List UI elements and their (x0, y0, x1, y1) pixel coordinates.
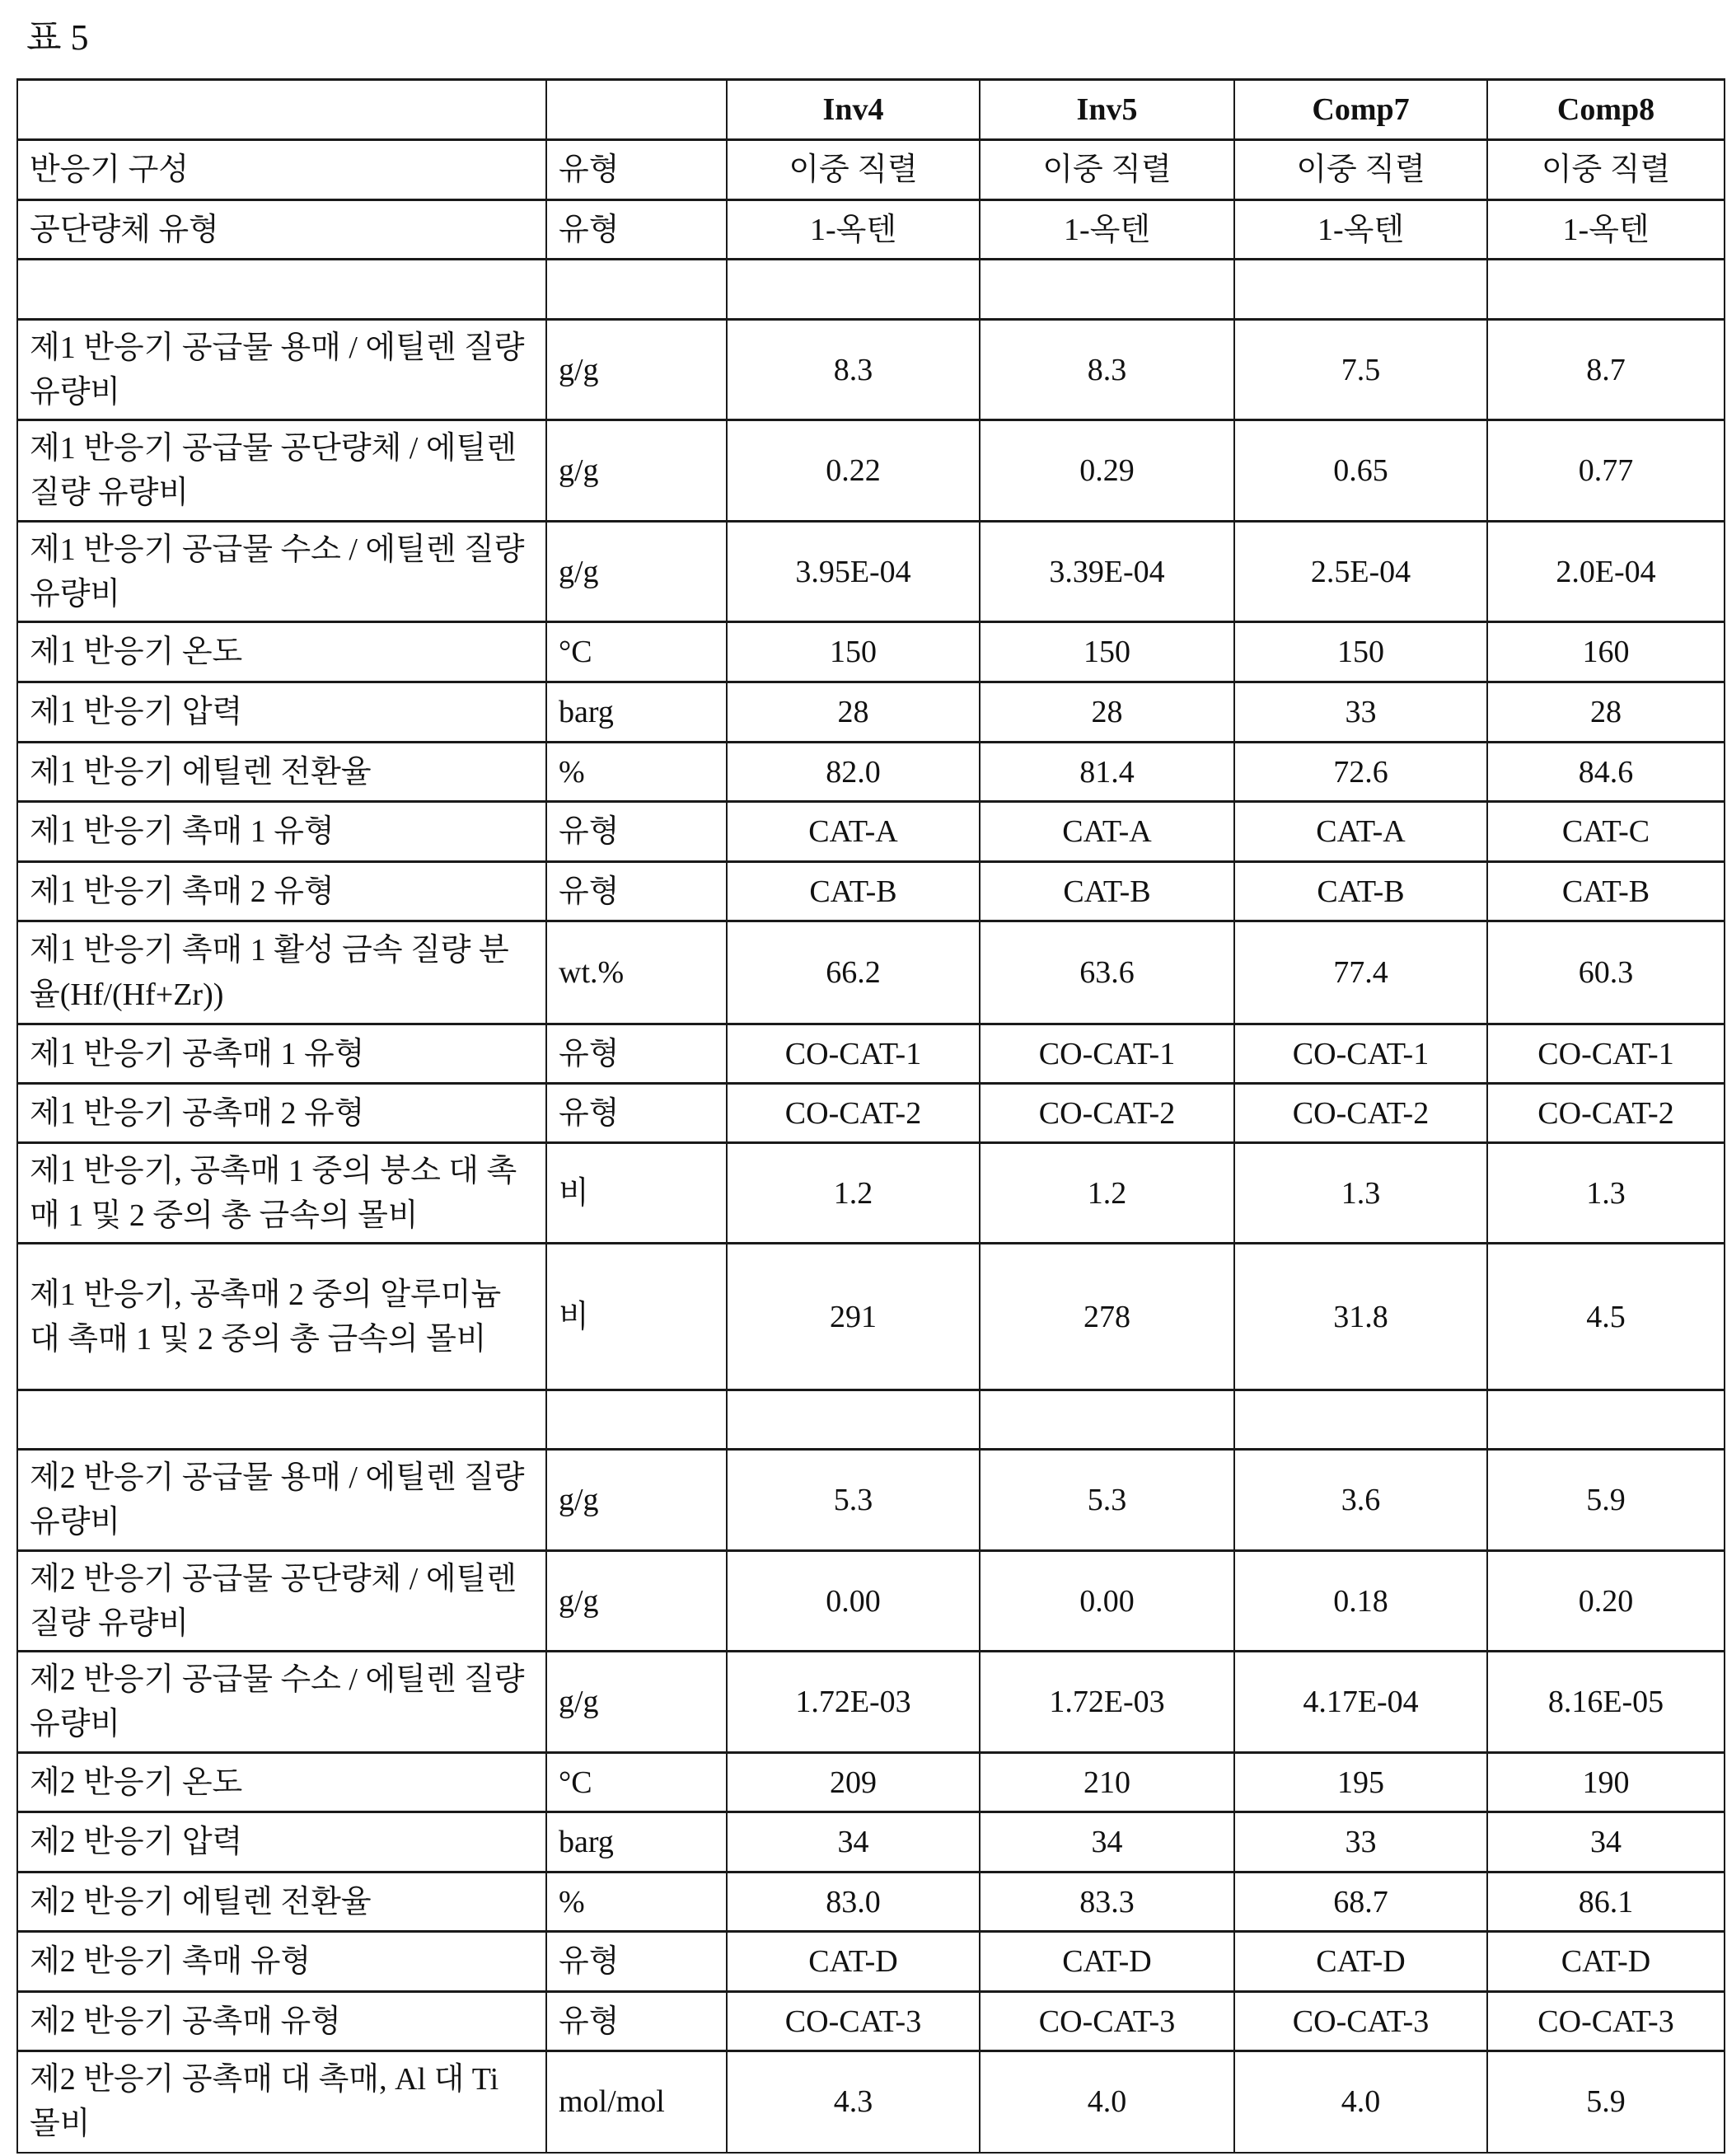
cell-comp8 (1487, 260, 1725, 320)
cell-inv5: CAT-D (980, 1932, 1234, 1992)
cell-comp8: 이중 직렬 (1487, 140, 1725, 200)
row-unit: °C (546, 1753, 727, 1812)
row-unit: 비 (546, 1244, 727, 1390)
header-cell-inv4: Inv4 (727, 80, 980, 140)
cell-inv5: 83.3 (980, 1872, 1234, 1932)
cell-inv5: 34 (980, 1812, 1234, 1872)
row-unit: % (546, 743, 727, 802)
cell-comp7: 2.5E-04 (1234, 522, 1487, 622)
header-cell-comp8: Comp8 (1487, 80, 1725, 140)
cell-comp7: CO-CAT-2 (1234, 1084, 1487, 1143)
cell-inv4: 83.0 (727, 1872, 980, 1932)
cell-inv4: 1.72E-03 (727, 1652, 980, 1753)
cell-comp7: 77.4 (1234, 921, 1487, 1024)
table-row (17, 921, 1725, 1024)
cell-comp8: 8.7 (1487, 320, 1725, 420)
row-label: 제2 반응기 공촉매 유형 (17, 1992, 546, 2051)
cell-comp7: 이중 직렬 (1234, 140, 1487, 200)
table-row (17, 743, 1725, 802)
table-row (17, 1753, 1725, 1812)
table-row (17, 1390, 1725, 1450)
cell-inv5: 210 (980, 1753, 1234, 1812)
cell-comp8: 1.3 (1487, 1143, 1725, 1244)
row-unit: 유형 (546, 1992, 727, 2051)
row-unit: 유형 (546, 1932, 727, 1992)
cell-inv5: 1.2 (980, 1143, 1234, 1244)
cell-inv4: 150 (727, 622, 980, 682)
row-unit: g/g (546, 1551, 727, 1652)
table-row (17, 1812, 1725, 1872)
cell-comp7: CO-CAT-1 (1234, 1024, 1487, 1084)
table-row (17, 1872, 1725, 1932)
cell-comp8: 0.20 (1487, 1551, 1725, 1652)
table-row (17, 1143, 1725, 1244)
cell-inv5: 이중 직렬 (980, 140, 1234, 200)
row-unit: g/g (546, 1450, 727, 1551)
table-row (17, 1551, 1725, 1652)
cell-comp7: CO-CAT-3 (1234, 1992, 1487, 2051)
cell-inv4: 4.3 (727, 2051, 980, 2153)
table-row (17, 622, 1725, 682)
table-row (17, 522, 1725, 622)
cell-comp8: 160 (1487, 622, 1725, 682)
cell-comp8: 5.9 (1487, 2051, 1725, 2153)
cell-inv5: CAT-A (980, 802, 1234, 862)
cell-inv4: 이중 직렬 (727, 140, 980, 200)
cell-comp8: CAT-D (1487, 1932, 1725, 1992)
cell-comp8: 2.0E-04 (1487, 522, 1725, 622)
reactor-conditions-table (16, 78, 1725, 2154)
row-unit: 유형 (546, 862, 727, 921)
row-label: 반응기 구성 (17, 140, 546, 200)
cell-comp7: 0.18 (1234, 1551, 1487, 1652)
cell-inv5 (980, 260, 1234, 320)
row-label: 제1 반응기 촉매 1 활성 금속 질량 분율(Hf/(Hf+Zr)) (17, 921, 546, 1024)
cell-inv5 (980, 1390, 1234, 1450)
table-row (17, 1084, 1725, 1143)
cell-inv5: 3.39E-04 (980, 522, 1234, 622)
row-unit: wt.% (546, 921, 727, 1024)
row-label: 제1 반응기 공촉매 2 유형 (17, 1084, 546, 1143)
table-row (17, 2051, 1725, 2153)
cell-inv4: CAT-D (727, 1932, 980, 1992)
row-label: 제2 반응기 공급물 수소 / 에틸렌 질량 유량비 (17, 1652, 546, 1753)
cell-inv4: 5.3 (727, 1450, 980, 1551)
row-label: 제1 반응기 에틸렌 전환율 (17, 743, 546, 802)
row-unit (546, 260, 727, 320)
cell-comp8: CO-CAT-2 (1487, 1084, 1725, 1143)
cell-inv5: 5.3 (980, 1450, 1234, 1551)
cell-comp8: 4.5 (1487, 1244, 1725, 1390)
cell-comp7: 1-옥텐 (1234, 200, 1487, 260)
cell-comp7: CAT-D (1234, 1932, 1487, 1992)
cell-inv5: 63.6 (980, 921, 1234, 1024)
row-unit: barg (546, 682, 727, 743)
table-row (17, 1450, 1725, 1551)
row-label: 제2 반응기 압력 (17, 1812, 546, 1872)
cell-inv5: 8.3 (980, 320, 1234, 420)
table-row (17, 320, 1725, 420)
cell-comp8: 190 (1487, 1753, 1725, 1812)
cell-inv4: 82.0 (727, 743, 980, 802)
cell-inv4: 0.00 (727, 1551, 980, 1652)
table-row (17, 200, 1725, 260)
cell-inv5: CO-CAT-1 (980, 1024, 1234, 1084)
cell-inv5: CO-CAT-2 (980, 1084, 1234, 1143)
row-unit: g/g (546, 522, 727, 622)
cell-comp8: 84.6 (1487, 743, 1725, 802)
row-label: 제1 반응기 온도 (17, 622, 546, 682)
header-row (17, 80, 1725, 140)
row-label: 제1 반응기 공급물 용매 / 에틸렌 질량 유량비 (17, 320, 546, 420)
table-caption: 표 5 (26, 17, 89, 58)
cell-inv4: 8.3 (727, 320, 980, 420)
cell-comp7: 33 (1234, 1812, 1487, 1872)
cell-comp7: 4.0 (1234, 2051, 1487, 2153)
cell-inv4: 3.95E-04 (727, 522, 980, 622)
cell-inv4 (727, 1390, 980, 1450)
row-unit: 유형 (546, 802, 727, 862)
cell-inv4 (727, 260, 980, 320)
cell-inv5: CO-CAT-3 (980, 1992, 1234, 2051)
cell-inv4: 0.22 (727, 420, 980, 522)
row-label: 제2 반응기 에틸렌 전환율 (17, 1872, 546, 1932)
cell-inv4: 291 (727, 1244, 980, 1390)
row-unit: 유형 (546, 200, 727, 260)
cell-comp8: 0.77 (1487, 420, 1725, 522)
row-unit: barg (546, 1812, 727, 1872)
cell-comp7 (1234, 1390, 1487, 1450)
cell-inv4: CO-CAT-1 (727, 1024, 980, 1084)
cell-comp8: 86.1 (1487, 1872, 1725, 1932)
row-label: 제2 반응기 촉매 유형 (17, 1932, 546, 1992)
table-row (17, 862, 1725, 921)
cell-comp8: 34 (1487, 1812, 1725, 1872)
cell-comp8: 60.3 (1487, 921, 1725, 1024)
row-label: 공단량체 유형 (17, 200, 546, 260)
row-label: 제1 반응기, 공촉매 1 중의 붕소 대 촉매 1 및 2 중의 총 금속의 몰비 (17, 1143, 546, 1244)
header-cell-comp7: Comp7 (1234, 80, 1487, 140)
cell-inv5: 150 (980, 622, 1234, 682)
cell-inv5: 278 (980, 1244, 1234, 1390)
cell-inv4: 34 (727, 1812, 980, 1872)
row-label: 제2 반응기 온도 (17, 1753, 546, 1812)
cell-comp8: CO-CAT-1 (1487, 1024, 1725, 1084)
cell-inv5: 0.29 (980, 420, 1234, 522)
table-row (17, 1992, 1725, 2051)
cell-inv5: 0.00 (980, 1551, 1234, 1652)
row-label: 제1 반응기 공촉매 1 유형 (17, 1024, 546, 1084)
cell-comp8 (1487, 1390, 1725, 1450)
cell-comp7: 7.5 (1234, 320, 1487, 420)
cell-inv5: 1.72E-03 (980, 1652, 1234, 1753)
row-label: 제1 반응기 촉매 2 유형 (17, 862, 546, 921)
row-unit: g/g (546, 1652, 727, 1753)
cell-comp7: 72.6 (1234, 743, 1487, 802)
cell-comp7: 31.8 (1234, 1244, 1487, 1390)
cell-inv4: 66.2 (727, 921, 980, 1024)
cell-inv4: 209 (727, 1753, 980, 1812)
row-unit: % (546, 1872, 727, 1932)
row-label: 제1 반응기 공급물 공단량체 / 에틸렌 질량 유량비 (17, 420, 546, 522)
row-unit: g/g (546, 320, 727, 420)
cell-comp8: CO-CAT-3 (1487, 1992, 1725, 2051)
cell-inv4: CO-CAT-3 (727, 1992, 980, 2051)
row-label: 제1 반응기 압력 (17, 682, 546, 743)
table-row (17, 1652, 1725, 1753)
header-cell-unit (546, 80, 727, 140)
cell-comp7: 68.7 (1234, 1872, 1487, 1932)
table-row (17, 260, 1725, 320)
table-row (17, 682, 1725, 743)
row-unit: 유형 (546, 1084, 727, 1143)
cell-comp8: 1-옥텐 (1487, 200, 1725, 260)
cell-inv4: CAT-B (727, 862, 980, 921)
table-row (17, 802, 1725, 862)
row-unit (546, 1390, 727, 1450)
cell-comp7: 4.17E-04 (1234, 1652, 1487, 1753)
cell-inv5: CAT-B (980, 862, 1234, 921)
cell-comp8: 28 (1487, 682, 1725, 743)
row-unit: g/g (546, 420, 727, 522)
row-unit: mol/mol (546, 2051, 727, 2153)
table-row (17, 1244, 1725, 1390)
table-row (17, 1024, 1725, 1084)
cell-comp7: 33 (1234, 682, 1487, 743)
table-row (17, 420, 1725, 522)
row-unit: 유형 (546, 1024, 727, 1084)
cell-inv4: 1.2 (727, 1143, 980, 1244)
cell-comp7 (1234, 260, 1487, 320)
cell-comp7: 3.6 (1234, 1450, 1487, 1551)
row-label: 제1 반응기 공급물 수소 / 에틸렌 질량 유량비 (17, 522, 546, 622)
row-unit: 유형 (546, 140, 727, 200)
header-cell-label (17, 80, 546, 140)
cell-inv5: 81.4 (980, 743, 1234, 802)
cell-comp7: 1.3 (1234, 1143, 1487, 1244)
cell-inv4: CAT-A (727, 802, 980, 862)
header-cell-inv5: Inv5 (980, 80, 1234, 140)
cell-inv4: 1-옥텐 (727, 200, 980, 260)
row-label: 제1 반응기, 공촉매 2 중의 알루미늄 대 촉매 1 및 2 중의 총 금속의 몰비 (17, 1244, 546, 1390)
cell-comp7: CAT-A (1234, 802, 1487, 862)
cell-comp7: 195 (1234, 1753, 1487, 1812)
row-unit: °C (546, 622, 727, 682)
row-label (17, 1390, 546, 1450)
cell-comp7: 0.65 (1234, 420, 1487, 522)
cell-inv4: 28 (727, 682, 980, 743)
cell-comp8: CAT-B (1487, 862, 1725, 921)
row-label: 제1 반응기 촉매 1 유형 (17, 802, 546, 862)
cell-inv5: 4.0 (980, 2051, 1234, 2153)
table-row (17, 140, 1725, 200)
cell-comp7: CAT-B (1234, 862, 1487, 921)
cell-comp7: 150 (1234, 622, 1487, 682)
row-label: 제2 반응기 공급물 공단량체 / 에틸렌 질량 유량비 (17, 1551, 546, 1652)
row-label (17, 260, 546, 320)
row-label: 제2 반응기 공촉매 대 촉매, Al 대 Ti 몰비 (17, 2051, 546, 2153)
cell-inv5: 1-옥텐 (980, 200, 1234, 260)
cell-comp8: 8.16E-05 (1487, 1652, 1725, 1753)
cell-comp8: 5.9 (1487, 1450, 1725, 1551)
cell-inv4: CO-CAT-2 (727, 1084, 980, 1143)
row-unit: 비 (546, 1143, 727, 1244)
row-label: 제2 반응기 공급물 용매 / 에틸렌 질량 유량비 (17, 1450, 546, 1551)
table-row (17, 1932, 1725, 1992)
cell-comp8: CAT-C (1487, 802, 1725, 862)
cell-inv5: 28 (980, 682, 1234, 743)
